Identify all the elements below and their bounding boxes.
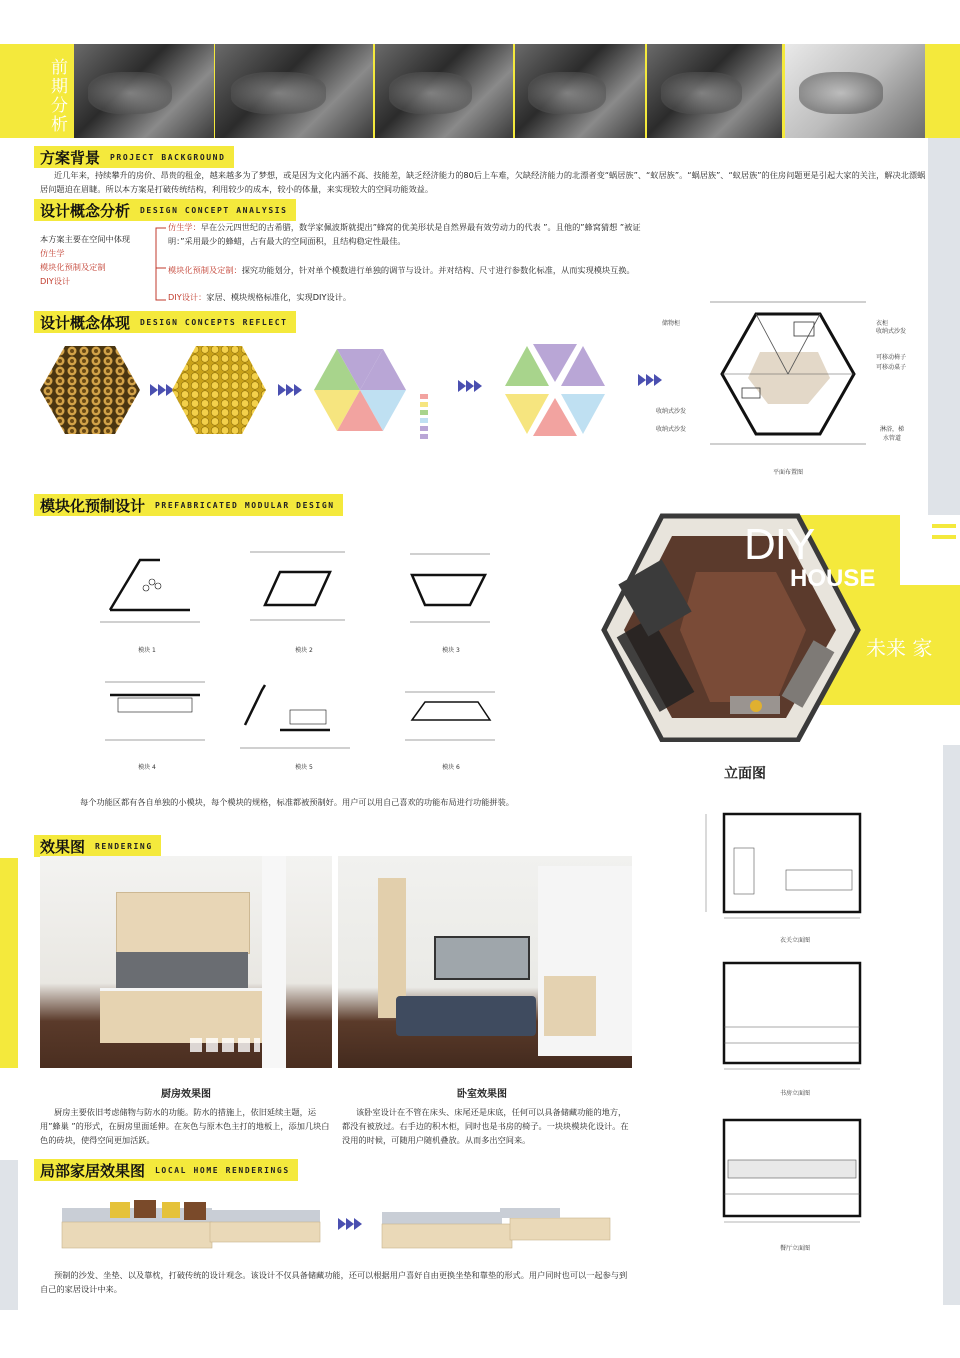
floor-plan-drawing: [690, 292, 889, 452]
diy-big-text: DIY: [744, 520, 815, 569]
bedroom-render: [338, 856, 632, 1068]
diy-house-hex-render: [600, 512, 862, 742]
concept-detail-3-label: DIY设计：: [168, 292, 207, 302]
heading-cn: 设计概念体现: [40, 313, 131, 332]
heading-en: PREFABRICATED MODULAR DESIGN: [155, 500, 335, 510]
elevation-drawing-2: [676, 955, 926, 1090]
arrow-icon: [458, 380, 482, 392]
elevation-caption-1: 衣关立面图: [779, 937, 810, 944]
section-heading-background: [34, 146, 234, 168]
section-heading-concept-reflect: [34, 311, 296, 333]
kitchen-counter: [100, 988, 270, 1043]
kitchen-render: [40, 856, 332, 1068]
photo-4: [515, 44, 645, 138]
honeycomb-pattern-hex: [172, 346, 266, 434]
concept-detail-3-text: 家居、模块规格标准化，实现DIY设计。: [206, 292, 352, 302]
concept-intro: 本方案主要在空间中体现: [40, 234, 131, 244]
heading-en: PROJECT BACKGROUND: [110, 152, 226, 162]
plan-label-left-3: 收纳式沙发: [656, 426, 687, 433]
separated-color-hex: [505, 344, 605, 436]
concept-detail-2-text: 探究功能划分，针对单个模数进行单独的调节与设计。并对结构、尺寸进行参数化标准，从而实现模块互换。: [241, 265, 635, 275]
plan-label-right-2: 收纳式沙发: [876, 328, 907, 335]
section-heading-local: [34, 1159, 298, 1181]
elevation-caption-2: 书房立面图: [779, 1090, 810, 1097]
photo-2: [215, 44, 373, 138]
bedroom-bed: [396, 996, 536, 1036]
concept-detail-2: [168, 263, 648, 277]
function-color-hex: [314, 349, 406, 431]
sofa-render-left: [62, 1200, 320, 1248]
heading-en: DESIGN CONCEPT ANALYSIS: [140, 205, 288, 215]
concept-detail-3: [168, 290, 648, 304]
module-5-drawing: [240, 685, 350, 748]
concept-item-diy: DIY设计: [40, 276, 71, 286]
section-heading-modular: [34, 494, 343, 516]
rendering-grey-band: [0, 1160, 18, 1310]
arrow-icon: [150, 384, 174, 396]
concept-detail-1-label: 仿生学：: [168, 222, 201, 232]
heading-cn: 局部家居效果图: [40, 1161, 146, 1180]
elevation-caption-3: 餐厅立面图: [779, 1245, 810, 1252]
module-1-label: 模块 1: [138, 647, 156, 654]
plan-label-left-2: 收纳式沙发: [656, 408, 687, 415]
concept-item-modular: 模块化预制及定制: [40, 262, 106, 272]
bedroom-text: 该卧室设计在不管在床头、床尾还是床底，任何可以具备储藏功能的地方，都没有被放过。右手边的积木柜，同时也是书房的椅子。一块块模块化设计。在没用的时候，可随用户随机叠放。从而多出空间来。: [342, 1107, 629, 1145]
heading-cn: 方案背景: [40, 148, 101, 167]
kitchen-upper-cabinets: [116, 892, 250, 954]
section-heading-rendering: [34, 835, 161, 857]
arrow-icon: [338, 1218, 362, 1230]
bedroom-caption: 卧室效果图: [457, 1089, 507, 1100]
section-vertical-title: 前期分析: [47, 58, 67, 134]
heading-cn: 模块化预制设计: [40, 496, 146, 515]
plan-label-right-5: 淋浴，梯水管道: [879, 426, 904, 442]
plan-label-right-1: 衣柜: [876, 320, 889, 327]
module-drawings: [90, 540, 520, 770]
module-2-label: 模块 2: [295, 647, 313, 654]
menu-icon: [932, 524, 956, 539]
module-1-drawing: [100, 560, 200, 622]
concept-bracket: [148, 222, 168, 306]
right-grey-margin: [928, 138, 960, 518]
module-3-label: 模块 3: [442, 647, 460, 654]
module-6-drawing: [405, 692, 495, 740]
kitchen-text: 厨房主要依旧考虑储物与防水的功能。防水的措施上，依旧延续主题，运用”蜂巢 ”的形式，在厨房里面延伸。在灰色与原木色主打的地板上，添加几块白色的砖块，使得空间更加活跃。: [40, 1107, 330, 1145]
photo-6: [785, 44, 925, 138]
module-4-drawing: [105, 682, 205, 740]
heading-en: DESIGN CONCEPTS REFLECT: [140, 317, 288, 327]
heading-en: RENDERING: [95, 841, 153, 851]
local-furniture-render: [60, 1188, 630, 1258]
kitchen-wall: [262, 856, 286, 1068]
rendering-yellow-band: [0, 858, 18, 1068]
kitchen-tiles: [190, 1038, 260, 1052]
bedroom-steps: [544, 976, 596, 1036]
bedroom-window: [434, 936, 530, 980]
section-heading-concept-analysis: [34, 199, 296, 221]
module-3-drawing: [410, 554, 490, 622]
heading-en: LOCAL HOME RENDERINGS: [155, 1165, 290, 1175]
concept-item-bionics: 仿生学: [40, 248, 65, 258]
arrow-icon: [638, 374, 662, 386]
concept-detail-2-label: 模块化预制及定制：: [168, 265, 242, 275]
heading-cn: 设计概念分析: [40, 201, 131, 220]
module-5-label: 模块 5: [295, 764, 313, 771]
photo-3: [375, 44, 513, 138]
photo-5: [647, 44, 782, 138]
kitchen-backsplash: [116, 952, 248, 988]
concept-detail-1-text: 早在公元四世纪的古希腊，数学家佩波斯就提出”蜂窝的优美形状是自然界最有效劳动力的代表 ”。且他的”蜂窝猜想 ”被证明：”采用最少的蜂蜡，占有最大的空间面积，且结构稳定性最佳。: [168, 222, 641, 246]
kitchen-caption: 厨房效果图: [161, 1089, 211, 1100]
arrow-icon: [278, 384, 302, 396]
sofa-render-right: [382, 1208, 610, 1248]
plan-label-left-1: 储物柜: [662, 320, 681, 327]
elevation-drawing-1: [676, 800, 926, 940]
concept-detail-1: [168, 220, 648, 248]
honeycomb-photo-hex: [40, 346, 140, 434]
local-text: 预制的沙发、坐垫、以及靠枕，打破传统的设计观念。该设计不仅具备储藏功能，还可以根据用户喜好自由更换坐垫和靠垫的形式。用户同时也可以一起参与到自己的家居设计中来。: [40, 1270, 628, 1294]
elevation-title: 立面图: [724, 766, 766, 782]
diy-house-text: HOUSE: [790, 565, 876, 592]
legend-swatches: [420, 394, 428, 439]
plan-caption: 平面布置图: [772, 469, 803, 476]
plan-label-right-4: 可移动桌子: [876, 364, 907, 371]
diy-future-text: 未来 家: [866, 636, 933, 660]
background-paragraph: 近几年来，持续攀升的房价、昂贵的租金，越来越多为了梦想，或是因为文化内涵不高、技能差，缺乏经济能力的80后上车难，欠缺经济能力的北漂者变“蜗居族”、“蚁居族”。“蜗居族”、“蚁居族”的住房问题更是引起大家的关注，解决北漂蜗居问题迫在眉睫。所以本方案是打破传统结构，利用较少的成本，较小的体量，来实现较大的空间功能效益。: [40, 170, 926, 194]
elevation-drawing-3: [676, 1112, 926, 1232]
module-6-label: 模块 6: [442, 764, 460, 771]
heading-cn: 效果图: [40, 837, 86, 856]
plan-label-right-3: 可移动椅子: [876, 354, 907, 361]
photo-1: [74, 44, 214, 138]
module-4-label: 模块 4: [138, 764, 156, 771]
module-2-drawing: [250, 552, 345, 620]
modular-note: 每个功能区都有各自单独的小模块，每个模块的规格，标准都被预制好。用户可以用自己喜欢的功能布局进行功能拼装。: [80, 797, 514, 807]
hexagon-evolution-diagram: [30, 336, 670, 446]
